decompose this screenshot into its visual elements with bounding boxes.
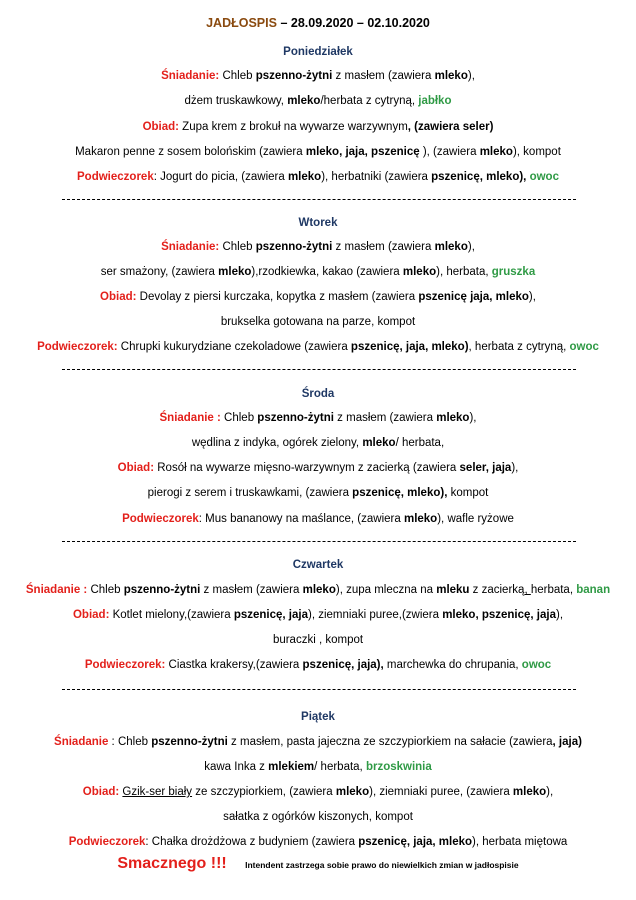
wednesday-snack-line: Podwieczorek: Mus bananowy na maślance, (zawiera mleko), wafle ryżowe bbox=[122, 513, 514, 525]
thursday-breakfast-line: Śniadanie : Chleb pszenno-żytni z masłem (zawiera mleko), zupa mleczna na mleku z zacierką, herbata, banan bbox=[25, 584, 611, 596]
divider bbox=[62, 369, 576, 370]
thursday-lunch-line-2: buraczki , kompot bbox=[272, 634, 364, 646]
wednesday-lunch-line-2: pierogi z serem i truskawkami, (zawiera pszenicę, mleko), kompot bbox=[147, 487, 489, 499]
divider bbox=[62, 689, 576, 690]
smacznego-text: Smacznego !!! bbox=[117, 855, 227, 872]
title-date-range: – 28.09.2020 – 02.10.2020 bbox=[276, 16, 430, 30]
friday-lunch-line-1: Obiad: Gzik-ser biały ze szczypiorkiem, (zawiera mleko), ziemniaki puree, (zawiera mleko), bbox=[82, 786, 554, 798]
friday-breakfast-line-1: Śniadanie : Chleb pszenno-żytni z masłem, pasta jajeczna ze szczypiorkiem na sałacie (zawiera, jaja) bbox=[54, 736, 582, 748]
tuesday-lunch-line-2: brukselka gotowana na parze, kompot bbox=[220, 316, 416, 328]
wednesday-breakfast-line-1: Śniadanie : Chleb pszenno-żytni z masłem (zawiera mleko), bbox=[159, 412, 477, 424]
menu-title bbox=[0, 16, 636, 30]
friday-lunch-line-2: sałatka z ogórków kiszonych, kompot bbox=[223, 811, 413, 823]
monday-lunch-line-2: Makaron penne z sosem bolońskim (zawiera mleko, jaja, pszenicę ), (zawiera mleko), kompot bbox=[75, 146, 561, 158]
day-heading-thursday: Czwartek bbox=[292, 559, 344, 571]
day-heading-wednesday: Środa bbox=[301, 388, 335, 400]
monday-breakfast-line-1: Śniadanie: Chleb pszenno-żytni z masłem (zawiera mleko), bbox=[161, 70, 475, 82]
wednesday-lunch-line-1: Obiad: Rosół na wywarze mięsno-warzywnym z zacierką (zawiera seler, jaja), bbox=[117, 462, 519, 474]
monday-lunch-line-1: Obiad: Zupa krem z brokuł na wywarze warzywnym, (zawiera seler) bbox=[142, 121, 494, 133]
title-word: JADŁOSPIS bbox=[206, 16, 277, 30]
tuesday-breakfast-line-2: ser smażony, (zawiera mleko),rzodkiewka, kakao (zawiera mleko), herbata, gruszka bbox=[100, 266, 536, 278]
tuesday-lunch-line-1: Obiad: Devolay z piersi kurczaka, kopytka z masłem (zawiera pszenicę jaja, mleko), bbox=[100, 291, 536, 303]
divider bbox=[62, 541, 576, 542]
day-heading-tuesday: Wtorek bbox=[298, 217, 338, 229]
thursday-lunch-line-1: Obiad: Kotlet mielony,(zawiera pszenicę, jaja), ziemniaki puree,(zwiera mleko, pszenicę, jaja), bbox=[72, 609, 564, 621]
day-heading-friday: Piątek bbox=[301, 711, 335, 723]
friday-breakfast-line-2: kawa Inka z mlekiem/ herbata, brzoskwinia bbox=[204, 761, 432, 773]
wednesday-breakfast-line-2: wędlina z indyka, ogórek zielony, mleko/ herbata, bbox=[191, 437, 445, 449]
monday-breakfast-line-2: dżem truskawkowy, mleko/herbata z cytryną, jabłko bbox=[184, 95, 452, 107]
footer bbox=[0, 857, 636, 872]
divider bbox=[62, 199, 576, 200]
tuesday-breakfast-line-1: Śniadanie: Chleb pszenno-żytni z masłem (zawiera mleko), bbox=[161, 241, 475, 253]
day-heading-monday: Poniedziałek bbox=[283, 46, 353, 58]
tuesday-snack-line: Podwieczorek: Chrupki kukurydziane czekoladowe (zawiera pszenicę, jaja, mleko), herbata z cytryną, owoc bbox=[37, 341, 599, 353]
thursday-snack-line: Podwieczorek: Ciastka krakersy,(zawiera pszenicę, jaja), marchewka do chrupania, owoc bbox=[84, 659, 552, 671]
monday-snack-line: Podwieczorek: Jogurt do picia, (zawiera mleko), herbatniki (zawiera pszenicę, mleko), owoc bbox=[77, 171, 559, 183]
friday-snack-line: Podwieczorek: Chałka drożdżowa z budyniem (zawiera pszenicę, jaja, mleko), herbata miętowa bbox=[68, 836, 568, 848]
disclaimer-note: Intendent zastrzega sobie prawo do niewielkich zmian w jadłospisie bbox=[245, 860, 519, 870]
